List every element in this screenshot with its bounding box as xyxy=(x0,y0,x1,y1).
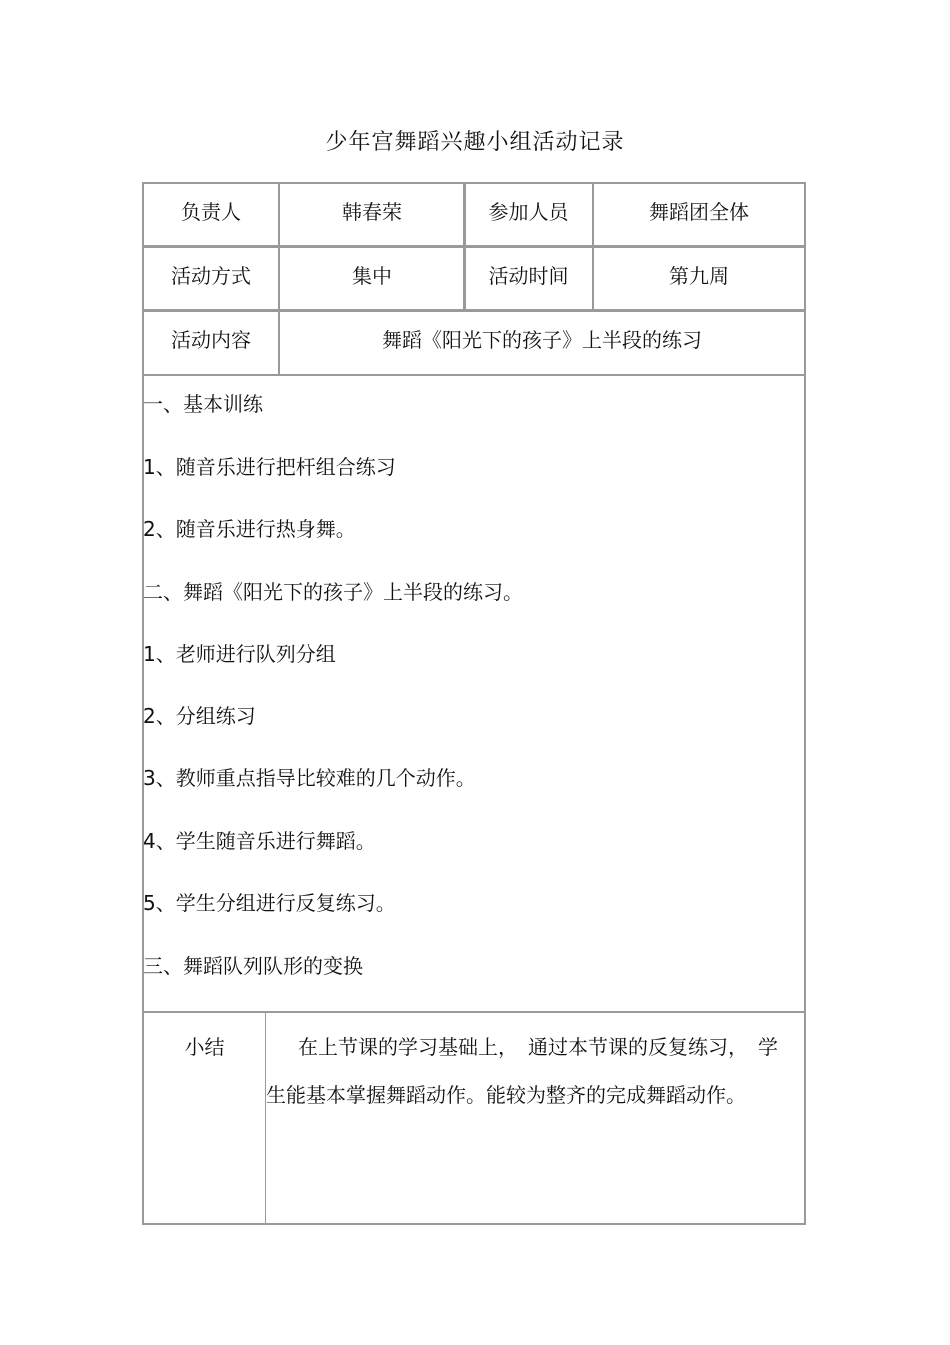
label-person-in-charge: 负责人 xyxy=(142,182,280,247)
content-line: 三、舞蹈队列队形的变换 xyxy=(143,954,363,978)
summary-line-2: 生能基本掌握舞蹈动作。能较为整齐的完成舞蹈动作。 xyxy=(266,1083,746,1107)
content-line: 3、教师重点指导比较难的几个动作。 xyxy=(143,766,476,790)
participants: 舞蹈团全体 xyxy=(592,182,806,247)
content-line: 1、随音乐进行把杆组合练习 xyxy=(143,455,396,479)
summary-body xyxy=(265,1011,806,1225)
content-line: 4、学生随音乐进行舞蹈。 xyxy=(143,829,376,853)
content-line: 5、学生分组进行反复练习。 xyxy=(143,891,396,915)
label-activity-method: 活动方式 xyxy=(142,246,280,311)
activity-content: 舞蹈《阳光下的孩子》上半段的练习 xyxy=(278,310,806,376)
person-in-charge: 韩春荣 xyxy=(278,182,466,247)
label-activity-content: 活动内容 xyxy=(142,310,280,376)
content-line: 1、老师进行队列分组 xyxy=(143,642,336,666)
label-participants: 参加人员 xyxy=(463,182,594,247)
content-line: 2、随音乐进行热身舞。 xyxy=(143,517,356,541)
label-activity-time: 活动时间 xyxy=(463,246,594,311)
content-line: 二、舞蹈《阳光下的孩子》上半段的练习。 xyxy=(143,580,523,604)
activity-time: 第九周 xyxy=(592,246,806,311)
summary-line-1: 在上节课的学习基础上， 通过本节课的反复练习， 学 xyxy=(298,1035,778,1059)
activity-method: 集中 xyxy=(278,246,466,311)
page-title: 少年宫舞蹈兴趣小组活动记录 xyxy=(325,130,625,155)
summary-label: 小结 xyxy=(142,1011,266,1225)
content-line: 一、基本训练 xyxy=(143,392,263,416)
content-line: 2、分组练习 xyxy=(143,704,256,728)
